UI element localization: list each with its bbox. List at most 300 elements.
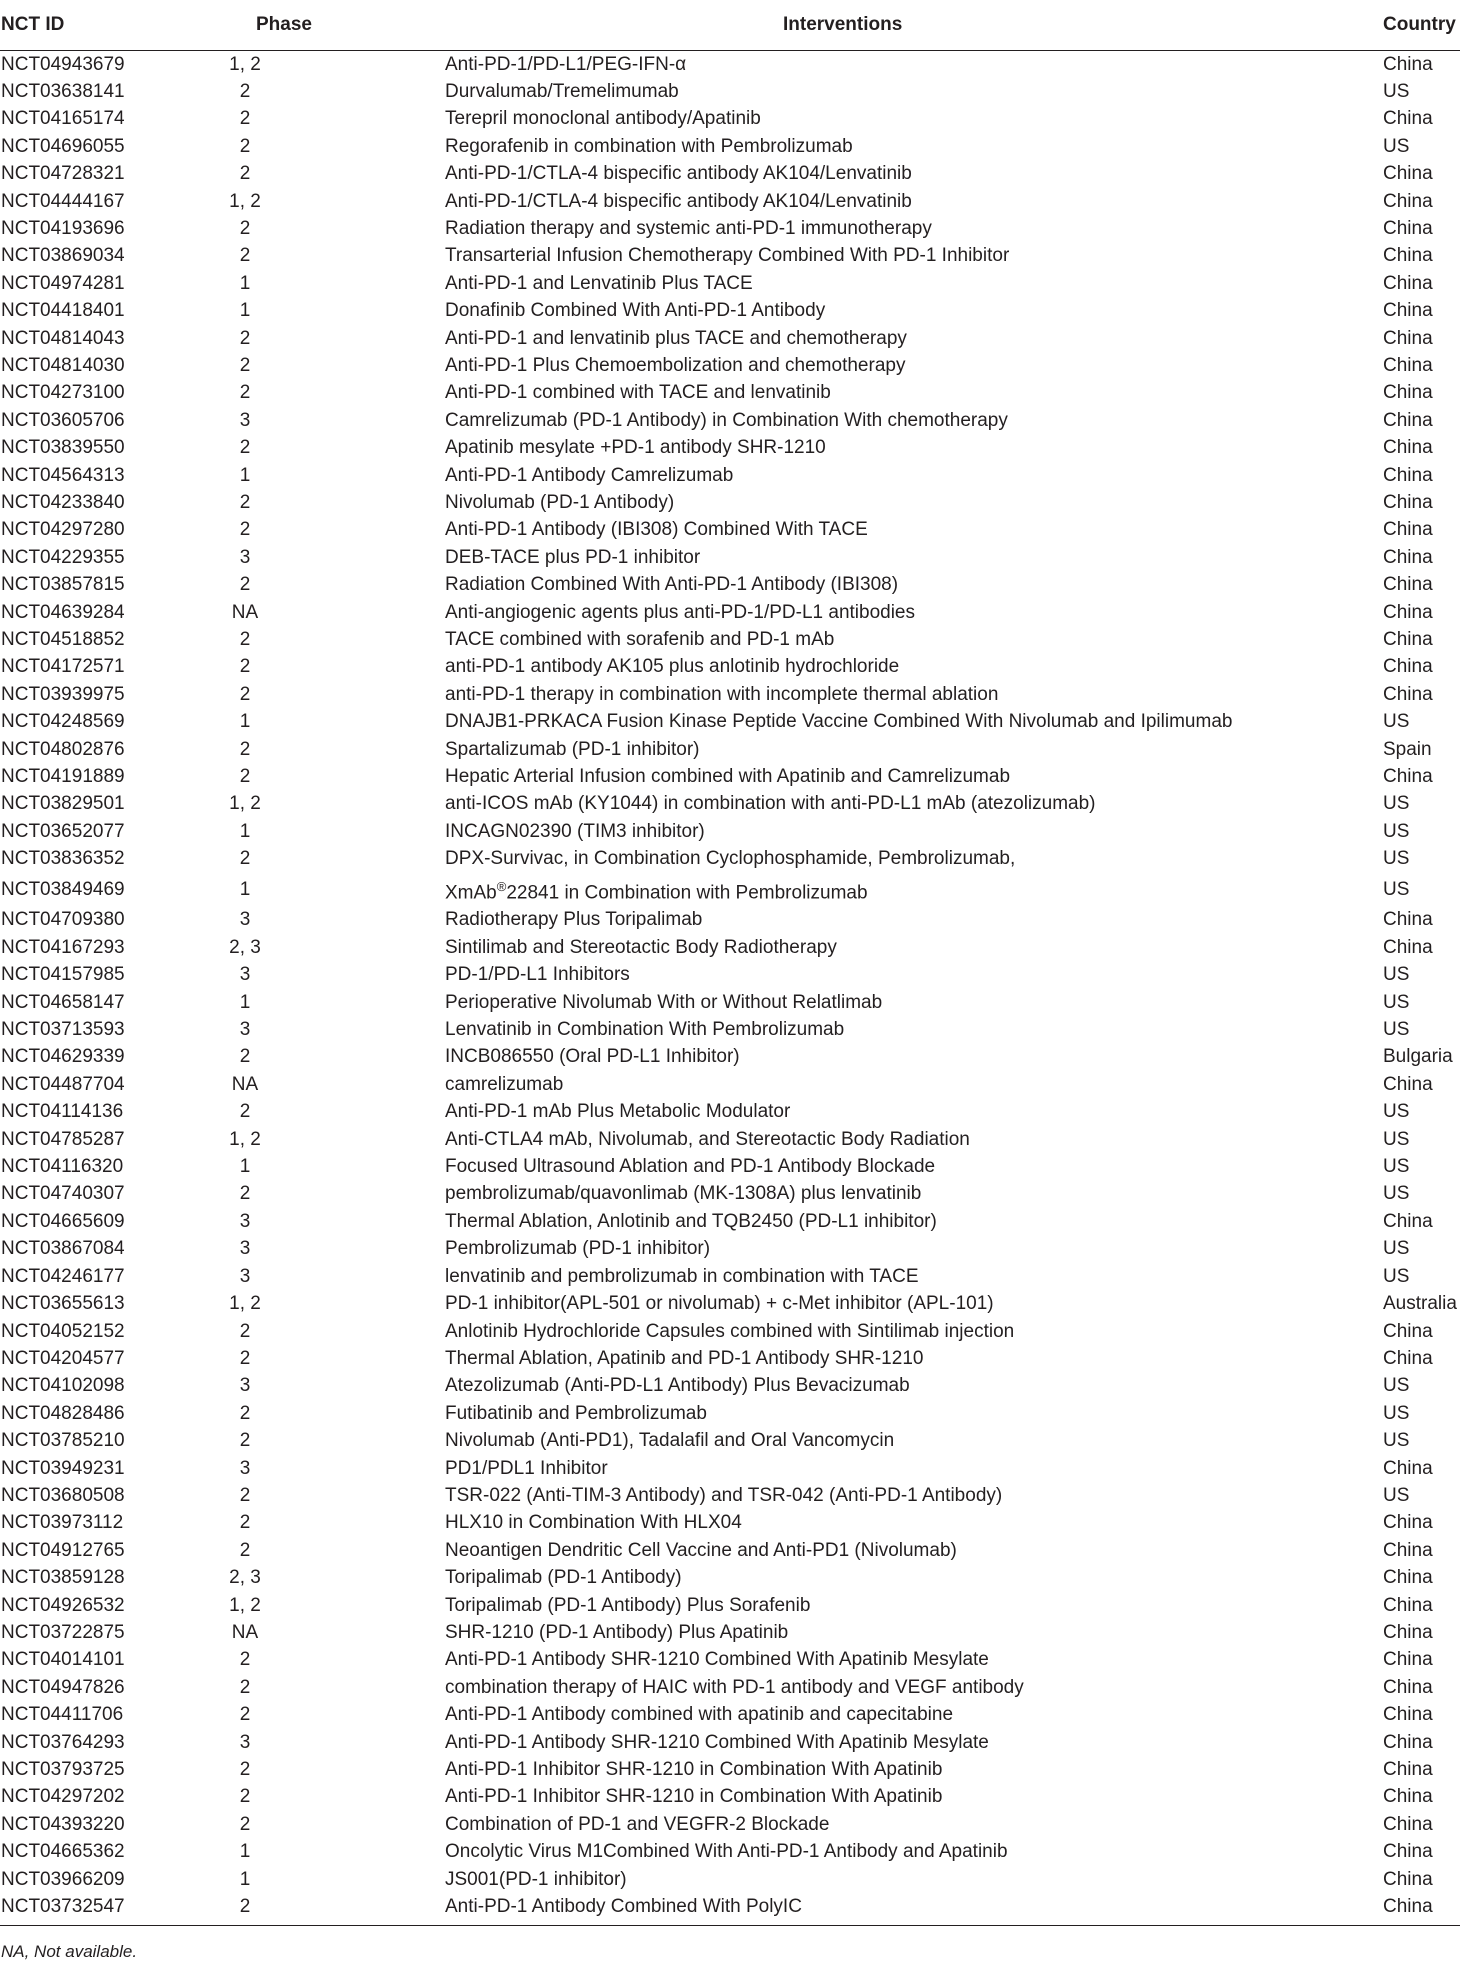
table-row <box>0 1180 1460 1207</box>
cell-phase: 2 <box>239 656 251 678</box>
cell-country: China <box>1383 601 1433 623</box>
cell-nct-id: NCT04728321 <box>1 163 125 185</box>
cell-phase: NA <box>231 1621 259 1643</box>
cell-interventions: Futibatinib and Pembrolizumab <box>445 1402 707 1424</box>
cell-phase: 1, 2 <box>229 793 261 815</box>
table-row <box>0 790 1460 817</box>
cell-country: China <box>1383 437 1433 459</box>
cell-phase: 3 <box>239 964 251 986</box>
cell-interventions: Anti-PD-1 mAb Plus Metabolic Modulator <box>445 1101 791 1123</box>
cell-interventions: Perioperative Nivolumab With or Without Relatlimab <box>445 991 883 1013</box>
table-row <box>0 1619 1460 1646</box>
cell-interventions: anti-PD-1 antibody AK105 plus anlotinib hydrochloride <box>445 656 900 678</box>
cell-phase: 3 <box>239 546 251 568</box>
cell-country: China <box>1383 1813 1433 1835</box>
cell-interventions: camrelizumab <box>445 1073 564 1095</box>
cell-interventions: Anti-PD-1 Antibody Combined With PolyIC <box>445 1896 802 1918</box>
cell-country: US <box>1383 135 1410 157</box>
table-row <box>0 845 1460 872</box>
table-row <box>0 1235 1460 1262</box>
cell-phase: 2 <box>239 683 251 705</box>
cell-nct-id: NCT04814043 <box>1 327 125 349</box>
table-row <box>0 462 1460 489</box>
registered-mark: ® <box>496 878 507 894</box>
cell-nct-id: NCT03829501 <box>1 793 125 815</box>
cell-interventions: Spartalizumab (PD-1 inhibitor) <box>445 738 700 760</box>
cell-phase: 1, 2 <box>229 190 261 212</box>
table-row <box>0 78 1460 105</box>
cell-nct-id: NCT04229355 <box>1 546 125 568</box>
cell-interventions: DNAJB1-PRKACA Fusion Kinase Peptide Vaccine Combined With Nivolumab and Ipilimumab <box>445 711 1233 733</box>
cell-phase: 2 <box>239 1101 251 1123</box>
cell-country: China <box>1383 909 1433 931</box>
cell-interventions: pembrolizumab/quavonlimab (MK-1308A) plus lenvatinib <box>445 1183 922 1205</box>
cell-country: China <box>1383 766 1433 788</box>
table-row <box>0 1318 1460 1345</box>
cell-nct-id: NCT03713593 <box>1 1019 125 1041</box>
table-row <box>0 544 1460 571</box>
cell-country: China <box>1383 1841 1433 1863</box>
cell-nct-id: NCT04912765 <box>1 1539 125 1561</box>
cell-country: China <box>1383 1567 1433 1589</box>
cell-phase: 3 <box>239 1265 251 1287</box>
cell-phase: 2 <box>239 1183 251 1205</box>
cell-phase: 2 <box>239 1320 251 1342</box>
cell-phase: 3 <box>239 1238 251 1260</box>
cell-phase: 2 <box>239 492 251 513</box>
table-row <box>0 1509 1460 1536</box>
cell-interventions: Anlotinib Hydrochloride Capsules combined with Sintilimab injection <box>445 1320 1015 1342</box>
cell-interventions: Nivolumab (PD-1 Antibody) <box>445 492 675 513</box>
cell-interventions: Durvalumab/Tremelimumab <box>445 80 679 102</box>
cell-interventions: Regorafenib in combination with Pembrolizumab <box>445 135 853 157</box>
cell-interventions: TSR-022 (Anti-TIM-3 Antibody) and TSR-042 (Anti-PD-1 Antibody) <box>445 1484 1003 1506</box>
cell-nct-id: NCT04102098 <box>1 1375 125 1397</box>
cell-country: Australia <box>1383 1293 1457 1315</box>
cell-interventions: Hepatic Arterial Infusion combined with Apatinib and Camrelizumab <box>445 766 1011 788</box>
cell-nct-id: NCT04518852 <box>1 629 125 651</box>
cell-phase: 2 <box>239 1759 251 1781</box>
table-row <box>0 1372 1460 1399</box>
cell-nct-id: NCT03722875 <box>1 1621 125 1643</box>
cell-nct-id: NCT03849469 <box>1 878 125 900</box>
cell-interventions: TACE combined with sorafenib and PD-1 mAb <box>445 629 835 651</box>
cell-nct-id: NCT03949231 <box>1 1457 125 1479</box>
cell-nct-id: NCT04273100 <box>1 382 125 404</box>
cell-country: China <box>1383 108 1433 130</box>
cell-phase: 1 <box>239 464 251 486</box>
cell-nct-id: NCT03966209 <box>1 1868 125 1890</box>
cell-nct-id: NCT04165174 <box>1 108 125 130</box>
table-row <box>0 434 1460 461</box>
cell-interventions: Focused Ultrasound Ablation and PD-1 Antibody Blockade <box>445 1156 936 1178</box>
cell-country: US <box>1383 820 1410 842</box>
table-row <box>0 626 1460 653</box>
cell-country: China <box>1383 1759 1433 1781</box>
cell-interventions: Anti-PD-1 Antibody combined with apatinib and capecitabine <box>445 1704 954 1726</box>
cell-phase: 2 <box>239 354 251 376</box>
table-row <box>0 1126 1460 1153</box>
cell-nct-id: NCT04248569 <box>1 711 125 733</box>
cell-phase: 2 <box>239 519 251 541</box>
cell-interventions: Transarterial Infusion Chemotherapy Combined With PD-1 Inhibitor <box>445 245 1010 267</box>
cell-interventions: XmAb®22841 in Combination with Pembrolizumab <box>445 878 868 904</box>
cell-country: China <box>1383 382 1433 404</box>
cell-interventions: PD-1/PD-L1 Inhibitors <box>445 964 630 986</box>
cell-country: China <box>1383 464 1433 486</box>
table-row <box>0 989 1460 1016</box>
cell-country: China <box>1383 936 1433 958</box>
cell-country: China <box>1383 1676 1433 1698</box>
cell-interventions: Anti-PD-1 Plus Chemoembolization and chemotherapy <box>445 354 906 376</box>
cell-interventions: Anti-PD-1/CTLA-4 bispecific antibody AK104/Lenvatinib <box>445 163 912 185</box>
cell-phase: 2 <box>239 245 251 267</box>
table-row <box>0 1866 1460 1893</box>
cell-interventions: Anti-angiogenic agents plus anti-PD-1/PD-L1 antibodies <box>445 601 915 623</box>
cell-phase: 2 <box>239 108 251 130</box>
cell-interventions: lenvatinib and pembrolizumab in combination with TACE <box>445 1265 919 1287</box>
cell-nct-id: NCT04014101 <box>1 1649 125 1671</box>
cell-phase: 3 <box>239 1019 251 1041</box>
table-row <box>0 215 1460 242</box>
cell-nct-id: NCT04828486 <box>1 1402 125 1424</box>
cell-country: China <box>1383 656 1433 678</box>
cell-country: China <box>1383 217 1433 239</box>
cell-country: China <box>1383 1704 1433 1726</box>
cell-interventions: Anti-PD-1/CTLA-4 bispecific antibody AK104/Lenvatinib <box>445 190 912 212</box>
cell-country: China <box>1383 1073 1433 1095</box>
table-row <box>0 105 1460 132</box>
cell-phase: 1, 2 <box>229 1594 261 1616</box>
cell-nct-id: NCT04974281 <box>1 272 125 294</box>
cell-phase: 2 <box>239 1484 251 1506</box>
table-row <box>0 1893 1460 1920</box>
cell-nct-id: NCT03655613 <box>1 1293 125 1315</box>
cell-interventions: Anti-PD-1 Inhibitor SHR-1210 in Combination With Apatinib <box>445 1786 943 1808</box>
cell-country: China <box>1383 327 1433 349</box>
cell-phase: NA <box>231 601 259 623</box>
table-row <box>0 571 1460 598</box>
cell-phase: 2 <box>239 848 251 870</box>
cell-interventions: Toripalimab (PD-1 Antibody) <box>445 1567 682 1589</box>
cell-country: China <box>1383 1896 1433 1918</box>
cell-interventions: Sintilimab and Stereotactic Body Radiotherapy <box>445 936 837 958</box>
table-row <box>0 1756 1460 1783</box>
cell-interventions: PD-1 inhibitor(APL-501 or nivolumab) + c-Met inhibitor (APL-101) <box>445 1293 994 1315</box>
table-footnote: NA, Not available. <box>1 1942 138 1961</box>
header-phase: Phase <box>210 0 360 50</box>
cell-interventions: Apatinib mesylate +PD-1 antibody SHR-1210 <box>445 437 826 459</box>
cell-interventions: Radiation Combined With Anti-PD-1 Antibody (IBI308) <box>445 574 899 596</box>
cell-country: China <box>1383 683 1433 705</box>
cell-phase: 1 <box>239 272 251 294</box>
cell-nct-id: NCT04204577 <box>1 1347 125 1369</box>
cell-nct-id: NCT03785210 <box>1 1430 125 1452</box>
cell-country: China <box>1383 1731 1433 1753</box>
table-row <box>0 934 1460 961</box>
table-row <box>0 961 1460 988</box>
cell-country: China <box>1383 1786 1433 1808</box>
cell-nct-id: NCT04947826 <box>1 1676 125 1698</box>
cell-interventions: anti-ICOS mAb (KY1044) in combination with anti-PD-L1 mAb (atezolizumab) <box>445 793 1096 815</box>
table-row <box>0 50 1460 78</box>
cell-phase: 2 <box>239 1046 251 1068</box>
cell-phase: 3 <box>239 409 251 431</box>
cell-nct-id: NCT04802876 <box>1 738 125 760</box>
cell-interventions: Oncolytic Virus M1Combined With Anti-PD-1 Antibody and Apatinib <box>445 1841 1008 1863</box>
table-row <box>0 1537 1460 1564</box>
cell-phase: NA <box>231 1073 259 1095</box>
table-row <box>0 407 1460 434</box>
cell-interventions: Anti-PD-1 and lenvatinib plus TACE and chemotherapy <box>445 327 907 349</box>
header-interventions: Interventions <box>360 0 1335 50</box>
cell-interventions: Anti-CTLA4 mAb, Nivolumab, and Stereotactic Body Radiation <box>445 1128 970 1150</box>
cell-nct-id: NCT04167293 <box>1 936 125 958</box>
cell-interventions: Anti-PD-1 Antibody (IBI308) Combined With TACE <box>445 519 868 541</box>
header-row <box>0 0 1460 50</box>
cell-interventions: Anti-PD-1 Antibody Camrelizumab <box>445 464 734 486</box>
cell-country: China <box>1383 629 1433 651</box>
cell-country: China <box>1383 245 1433 267</box>
cell-phase: 1 <box>239 1868 251 1890</box>
table-row <box>0 1482 1460 1509</box>
cell-nct-id: NCT04052152 <box>1 1320 125 1342</box>
cell-nct-id: NCT03973112 <box>1 1512 124 1534</box>
cell-phase: 3 <box>239 909 251 931</box>
cell-interventions: Neoantigen Dendritic Cell Vaccine and Anti-PD1 (Nivolumab) <box>445 1539 957 1561</box>
cell-nct-id: NCT03836352 <box>1 848 125 870</box>
cell-phase: 1 <box>239 1841 251 1863</box>
cell-nct-id: NCT04785287 <box>1 1128 125 1150</box>
cell-nct-id: NCT04926532 <box>1 1594 125 1616</box>
table-body <box>0 50 1460 1920</box>
cell-nct-id: NCT03652077 <box>1 820 125 842</box>
cell-country: China <box>1383 354 1433 376</box>
cell-country: China <box>1383 163 1433 185</box>
cell-country: US <box>1383 1484 1410 1506</box>
cell-country: US <box>1383 964 1410 986</box>
cell-interventions: Nivolumab (Anti-PD1), Tadalafil and Oral Vancomycin <box>445 1430 895 1452</box>
cell-phase: 2 <box>239 766 251 788</box>
table-row <box>0 1071 1460 1098</box>
cell-nct-id: NCT04814030 <box>1 354 125 376</box>
cell-country: US <box>1383 848 1410 870</box>
cell-country: US <box>1383 878 1410 900</box>
cell-nct-id: NCT04297202 <box>1 1786 125 1808</box>
cell-country: US <box>1383 991 1410 1013</box>
cell-nct-id: NCT03869034 <box>1 245 125 267</box>
cell-nct-id: NCT04665609 <box>1 1210 125 1232</box>
header-country: Country <box>1335 0 1460 50</box>
cell-nct-id: NCT04116320 <box>1 1156 124 1178</box>
cell-nct-id: NCT04297280 <box>1 519 125 541</box>
cell-interventions: Anti-PD-1 Antibody SHR-1210 Combined With Apatinib Mesylate <box>445 1649 989 1671</box>
cell-interventions: Atezolizumab (Anti-PD-L1 Antibody) Plus Bevacizumab <box>445 1375 910 1397</box>
cell-phase: 3 <box>239 1457 251 1479</box>
cell-nct-id: NCT03680508 <box>1 1484 125 1506</box>
cell-nct-id: NCT03939975 <box>1 683 125 705</box>
cell-phase: 1 <box>239 300 251 322</box>
cell-interventions: SHR-1210 (PD-1 Antibody) Plus Apatinib <box>445 1621 789 1643</box>
cell-nct-id: NCT04114136 <box>1 1101 124 1123</box>
cell-interventions: Terepril monoclonal antibody/Apatinib <box>445 108 761 130</box>
cell-interventions: Radiotherapy Plus Toripalimab <box>445 909 703 931</box>
cell-interventions: JS001(PD-1 inhibitor) <box>445 1868 627 1890</box>
cell-nct-id: NCT04696055 <box>1 135 125 157</box>
cell-country: China <box>1383 1539 1433 1561</box>
table-row <box>0 489 1460 516</box>
cell-country: China <box>1383 1512 1433 1534</box>
cell-phase: 1 <box>239 1156 251 1178</box>
cell-country: US <box>1383 1101 1410 1123</box>
cell-phase: 3 <box>239 1375 251 1397</box>
cell-interventions: PD1/PDL1 Inhibitor <box>445 1457 608 1479</box>
table-row <box>0 1208 1460 1235</box>
cell-interventions: DPX-Survivac, in Combination Cyclophosphamide, Pembrolizumab, <box>445 848 1016 870</box>
cell-country: US <box>1383 1019 1410 1041</box>
cell-nct-id: NCT04943679 <box>1 53 125 75</box>
cell-country: China <box>1383 1457 1433 1479</box>
table-row <box>0 681 1460 708</box>
table-row <box>0 818 1460 845</box>
cell-phase: 2 <box>239 1430 251 1452</box>
cell-country: US <box>1383 1183 1410 1205</box>
table-row <box>0 1153 1460 1180</box>
cell-phase: 1, 2 <box>229 1128 261 1150</box>
cell-nct-id: NCT04487704 <box>1 1073 125 1095</box>
cell-phase: 1 <box>239 711 251 733</box>
cell-nct-id: NCT03839550 <box>1 437 125 459</box>
cell-phase: 3 <box>239 1210 251 1232</box>
cell-nct-id: NCT04629339 <box>1 1046 125 1068</box>
table-row <box>0 1783 1460 1810</box>
table-row <box>0 379 1460 406</box>
cell-nct-id: NCT04444167 <box>1 190 125 212</box>
cell-nct-id: NCT03859128 <box>1 1567 125 1589</box>
table-row <box>0 1838 1460 1865</box>
table-row <box>0 906 1460 933</box>
cell-country: China <box>1383 409 1433 431</box>
cell-country: China <box>1383 574 1433 596</box>
cell-country: US <box>1383 1156 1410 1178</box>
cell-phase: 2 <box>239 80 251 102</box>
cell-country: US <box>1383 793 1410 815</box>
cell-phase: 2 <box>239 1402 251 1424</box>
cell-nct-id: NCT04709380 <box>1 909 125 931</box>
cell-nct-id: NCT03867084 <box>1 1238 125 1260</box>
cell-nct-id: NCT03857815 <box>1 574 125 596</box>
table-row <box>0 352 1460 379</box>
table-row <box>0 242 1460 269</box>
table-row <box>0 516 1460 543</box>
table-row <box>0 1263 1460 1290</box>
table-row <box>0 763 1460 790</box>
table-row <box>0 188 1460 215</box>
cell-nct-id: NCT03764293 <box>1 1731 125 1753</box>
cell-country: China <box>1383 1594 1433 1616</box>
table-row <box>0 1701 1460 1728</box>
cell-phase: 2, 3 <box>229 1567 261 1589</box>
cell-phase: 2 <box>239 1676 251 1698</box>
cell-country: US <box>1383 711 1410 733</box>
cell-country: China <box>1383 546 1433 568</box>
cell-country: China <box>1383 272 1433 294</box>
cell-interventions: Lenvatinib in Combination With Pembrolizumab <box>445 1019 845 1041</box>
cell-phase: 2 <box>239 1704 251 1726</box>
cell-interventions: Pembrolizumab (PD-1 inhibitor) <box>445 1238 711 1260</box>
cell-country: US <box>1383 80 1410 102</box>
cell-phase: 1 <box>239 991 251 1013</box>
cell-phase: 1 <box>239 878 251 900</box>
table-row <box>0 1646 1460 1673</box>
table-row <box>0 1043 1460 1070</box>
cell-phase: 1, 2 <box>229 1293 261 1315</box>
table-row <box>0 325 1460 352</box>
cell-phase: 2, 3 <box>229 936 261 958</box>
table-row <box>0 1016 1460 1043</box>
cell-interventions: Camrelizumab (PD-1 Antibody) in Combination With chemotherapy <box>445 409 1008 431</box>
cell-country: China <box>1383 519 1433 541</box>
cell-country: China <box>1383 1347 1433 1369</box>
table-row <box>0 1345 1460 1372</box>
header-nct-id: NCT ID <box>0 0 210 50</box>
cell-phase: 3 <box>239 1731 251 1753</box>
cell-country: US <box>1383 1430 1410 1452</box>
table-row <box>0 270 1460 297</box>
cell-phase: 2 <box>239 217 251 239</box>
cell-nct-id: NCT04411706 <box>1 1704 124 1726</box>
cell-nct-id: NCT04418401 <box>1 300 125 322</box>
cell-nct-id: NCT04665362 <box>1 1841 125 1863</box>
table-row <box>0 160 1460 187</box>
cell-interventions: Thermal Ablation, Apatinib and PD-1 Antibody SHR-1210 <box>445 1347 924 1369</box>
cell-nct-id: NCT04233840 <box>1 492 125 513</box>
cell-interventions: Anti-PD-1 Inhibitor SHR-1210 in Combination With Apatinib <box>445 1759 943 1781</box>
cell-interventions: Anti-PD-1 combined with TACE and lenvatinib <box>445 382 831 404</box>
cell-phase: 2 <box>239 1649 251 1671</box>
table-row <box>0 873 1460 907</box>
cell-interventions: Anti-PD-1 Antibody SHR-1210 Combined With Apatinib Mesylate <box>445 1731 989 1753</box>
table-row <box>0 1455 1460 1482</box>
table-row <box>0 1564 1460 1591</box>
cell-interventions: Anti-PD-1 and Lenvatinib Plus TACE <box>445 272 753 294</box>
cell-interventions: INCB086550 (Oral PD-L1 Inhibitor) <box>445 1046 740 1068</box>
cell-country: Bulgaria <box>1383 1046 1453 1068</box>
cell-phase: 2 <box>239 135 251 157</box>
cell-interventions: HLX10 in Combination With HLX04 <box>445 1512 742 1534</box>
table-row <box>0 708 1460 735</box>
cell-nct-id: NCT04658147 <box>1 991 125 1013</box>
table-row <box>0 1400 1460 1427</box>
cell-nct-id: NCT03605706 <box>1 409 125 431</box>
cell-nct-id: NCT04191889 <box>1 766 125 788</box>
cell-country: China <box>1383 1868 1433 1890</box>
cell-nct-id: NCT04393220 <box>1 1813 125 1835</box>
cell-country: China <box>1383 492 1433 513</box>
cell-nct-id: NCT04740307 <box>1 1183 125 1205</box>
table-row <box>0 1592 1460 1619</box>
table-row <box>0 1674 1460 1701</box>
cell-country: US <box>1383 1265 1410 1287</box>
table-row <box>0 297 1460 324</box>
cell-country: China <box>1383 1649 1433 1671</box>
cell-country: China <box>1383 53 1433 75</box>
cell-phase: 1 <box>239 820 251 842</box>
cell-nct-id: NCT04172571 <box>1 656 125 678</box>
cell-interventions: Toripalimab (PD-1 Antibody) Plus Sorafenib <box>445 1594 811 1616</box>
cell-phase: 2 <box>239 382 251 404</box>
cell-phase: 1, 2 <box>229 53 261 75</box>
